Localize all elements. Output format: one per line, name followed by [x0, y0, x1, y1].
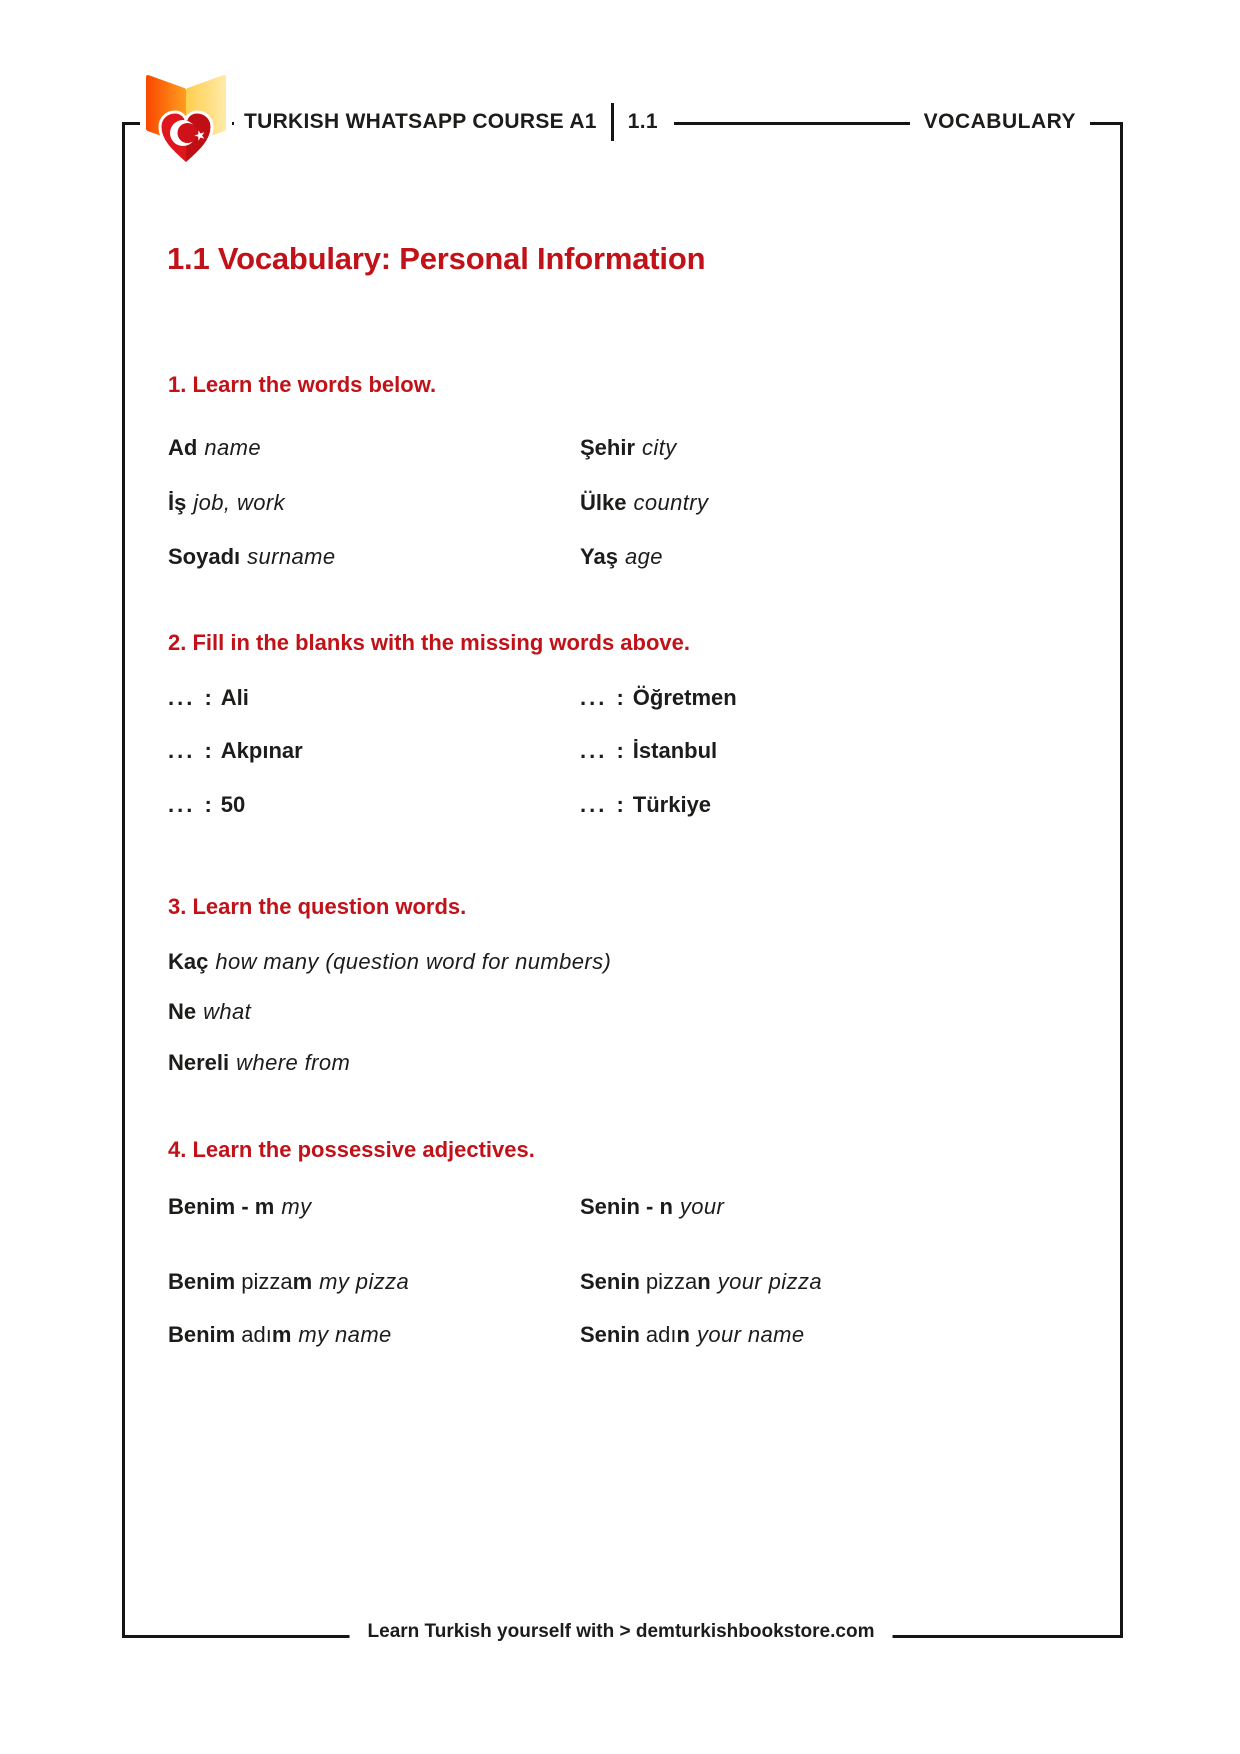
term: Kaç [168, 949, 209, 974]
example-cell [580, 1267, 822, 1297]
stem: pizza [645, 1269, 698, 1294]
vocab-cell [580, 433, 677, 463]
blank-dots: ... : [168, 738, 215, 763]
gloss: your name [696, 1322, 805, 1347]
stem: adı [645, 1322, 677, 1347]
blank-row [168, 790, 1120, 820]
blank-row [168, 736, 1120, 766]
term: Ad [168, 435, 198, 460]
book-heart-logo-icon [140, 74, 232, 170]
vocab-row [168, 433, 1120, 463]
blank-cell [168, 790, 245, 820]
gloss: country [633, 490, 709, 515]
blank-dots: ... : [168, 685, 215, 710]
blank-dots: ... : [580, 792, 627, 817]
term: Ne [168, 999, 197, 1024]
blank-dots: ... : [168, 792, 215, 817]
course-title: TURKISH WHATSAPP COURSE A1 [244, 110, 597, 133]
section-3-heading: 3. Learn the question words. [168, 894, 467, 919]
gloss: city [642, 435, 677, 460]
gloss: surname [247, 544, 336, 569]
possessive-cell [168, 1192, 312, 1222]
logo [140, 74, 232, 170]
possessive-word: Benim [168, 1269, 236, 1294]
suffix: n [676, 1322, 690, 1347]
blank-cell [168, 683, 249, 713]
suffix: m [271, 1322, 292, 1347]
stem: adı [241, 1322, 272, 1347]
footer-link[interactable]: Learn Turkish yourself with > demturkishbookstore.com [367, 1621, 875, 1642]
vocab-cell [168, 542, 336, 572]
vocab-cell [580, 542, 663, 572]
suffix: n [697, 1269, 711, 1294]
page-label: VOCABULARY [910, 106, 1090, 138]
blank-cell [168, 736, 303, 766]
blank-cell [580, 790, 711, 820]
blank-row [168, 683, 1120, 713]
gloss: what [203, 999, 252, 1024]
page-border [122, 122, 1123, 1638]
blank-cell [580, 683, 737, 713]
header-divider [611, 103, 614, 141]
possessive-intro-row [168, 1192, 1120, 1222]
answer-word: Akpınar [220, 738, 303, 763]
example-cell [168, 1267, 409, 1297]
section-1-heading: 1. Learn the words below. [168, 372, 437, 397]
gloss: how many (question word for numbers) [215, 949, 612, 974]
term: Soyadı [168, 544, 241, 569]
section-4-heading: 4. Learn the possessive adjectives. [168, 1137, 535, 1162]
example-cell [168, 1320, 392, 1350]
term: İş [168, 490, 187, 515]
crescent-cutout [178, 123, 198, 143]
header-course-group [234, 99, 674, 145]
blank-cell [580, 736, 717, 766]
vocab-row [168, 488, 1120, 518]
page-title: 1.1 Vocabulary: Personal Information [167, 241, 706, 276]
possessive-example-row [168, 1267, 1120, 1297]
possessive-word: Benim [168, 1322, 236, 1347]
gloss: my pizza [319, 1269, 410, 1294]
answer-word: Öğretmen [632, 685, 737, 710]
gloss: age [624, 544, 663, 569]
question-word-row [168, 997, 1120, 1027]
gloss: my name [298, 1322, 392, 1347]
gloss: your [679, 1194, 725, 1219]
term: Senin - n [580, 1194, 673, 1219]
vocab-cell [168, 488, 285, 518]
vocab-row [168, 542, 1120, 572]
lesson-number: 1.1 [627, 110, 658, 133]
gloss: name [204, 435, 261, 460]
footer [350, 1619, 893, 1645]
term: Benim - m [168, 1194, 275, 1219]
section-2-heading: 2. Fill in the blanks with the missing words above. [168, 630, 690, 655]
possessive-word: Senin [580, 1322, 640, 1347]
example-cell [580, 1320, 805, 1350]
answer-word: Ali [220, 685, 249, 710]
gloss: where from [236, 1050, 351, 1075]
term: Yaş [580, 544, 618, 569]
term: Ülke [580, 490, 627, 515]
term: Nereli [168, 1050, 230, 1075]
possessive-example-row [168, 1320, 1120, 1350]
question-word-row [168, 947, 1120, 977]
answer-word: 50 [220, 792, 246, 817]
stem: pizza [241, 1269, 293, 1294]
blank-dots: ... : [580, 738, 627, 763]
answer-word: İstanbul [632, 738, 718, 763]
term: Şehir [580, 435, 636, 460]
suffix: m [292, 1269, 313, 1294]
gloss: your pizza [717, 1269, 822, 1294]
vocab-cell [168, 433, 261, 463]
gloss: job, work [193, 490, 285, 515]
question-word-row [168, 1048, 1120, 1078]
vocab-cell [580, 488, 708, 518]
blank-dots: ... : [580, 685, 627, 710]
possessive-word: Senin [580, 1269, 640, 1294]
possessive-cell [580, 1192, 724, 1222]
answer-word: Türkiye [632, 792, 712, 817]
gloss: my [281, 1194, 312, 1219]
